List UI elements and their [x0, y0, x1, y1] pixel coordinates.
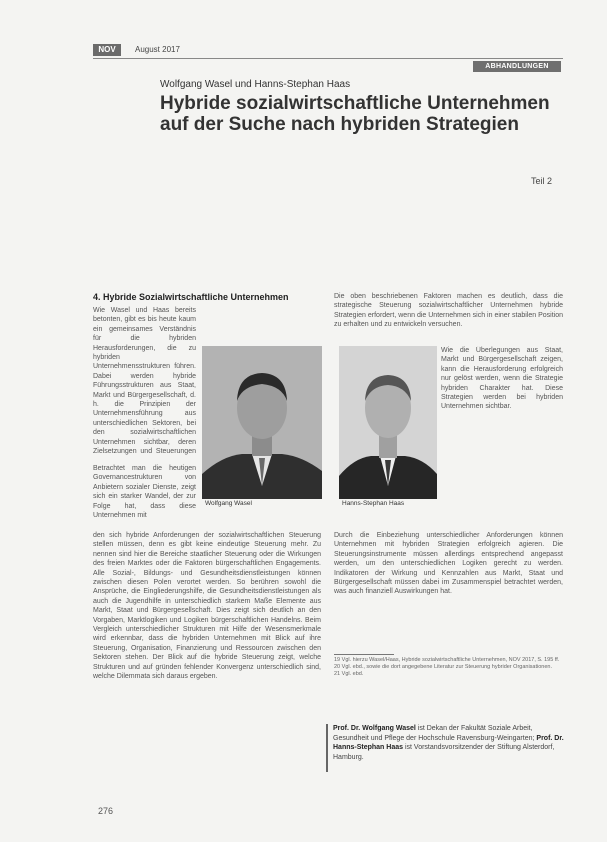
article-part: Teil 2 — [531, 176, 553, 186]
author-bio — [326, 724, 566, 772]
body-text-right-bottom — [334, 531, 563, 649]
body-text-left-bottom — [93, 531, 321, 801]
footnote: 19 Vgl. hierzu Wasel/Haas, Hybride sozialwirtschaftliche Unternehmen, NOV 2017, S. 195 ff. — [334, 657, 560, 663]
bio-name-2: Prof. Dr. Hanns-Stephan Haas — [333, 734, 564, 751]
paragraph: Betrachtet man die heutigen Governancestrukturen von Anbietern sozialer Dienste, zeigt sich ein starker Wandel, der zur Folge hat, dass diese Unternehmen mit — [93, 465, 196, 520]
body-text-right-mid — [441, 346, 563, 526]
bio-name-1: Prof. Dr. Wolfgang Wasel — [333, 725, 416, 732]
issue-date: August 2017 — [135, 45, 180, 54]
paragraph: Die oben beschriebenen Faktoren machen es deutlich, dass die strategische Steuerung sozialwirtschaftlicher Unternehmen hybride Strategien erfordert, wenn die Unternehmen sich in einer stabilen Position zu erhalten und zu entwickeln versuchen. — [334, 293, 563, 329]
paragraph: Durch die Einbeziehung unterschiedlicher Anforderungen können Unternehmen mit hybriden Strategien erfolgreich agieren. Die Steuerungsinstrumente müssen allerdings entsprechend angepasst werden, um den unterschiedlichen Logiken gerecht zu werden. Indikatoren der Wirkung und Kennzahlen aus Markt, Staat und Bürgergesellschaft müssen dabei im Zusammenspiel betrachtet werden, was auch finanziell Auswirkungen hat. — [334, 532, 563, 596]
page-number: 276 — [98, 806, 114, 816]
paragraph: Wie Wasel und Haas bereits betonten, gibt es bis heute kaum ein gemeinsames Verständnis für die hybriden Herausforderungen, die zu hybriden Unternehmensstrukturen führen. Dabei werden hybride Führungsstrukturen aus Staat, Markt und Bürgergesellschaft, d. h. die Prinzipien der Unternehmensführung aus unterschiedlichen Sektoren, bei den sozialwirtschaftlichen Unternehmen sichtbar, deren Zielsetzungen und Steuerungen — [93, 307, 196, 456]
body-text-left-mid — [93, 464, 196, 528]
portrait-photo-1 — [202, 346, 322, 499]
bio-text-2: ist Vorstandsvorsitzender der Stiftung Alsterdorf, Hamburg. — [333, 744, 555, 761]
portrait-photo-2 — [339, 346, 437, 499]
bio-text-1: ist Dekan der Fakultät Soziale Arbeit, Gesundheit und Pflege der Hochschule Ravensburg-Weingarten; — [333, 725, 535, 742]
paragraph: den sich hybride Anforderungen der sozialwirtschaftlichen Steuerung stellen müssen, denn es gibt keine eindeutige Steuerung mehr. Zu nennen sind hier die Bereiche staatlicher Steuerung oder die Wirkungen des freien Marktes oder die Faktoren bürgerschaftlichen Engagements. Alle Sozial-, Bildungs- und Gesundheitsdienstleistungen können zwischen diesen Polen verortet werden. So berühren sowohl die Ansprüche, die Eingliederungshilfe, die Gesundheitsdienstleistungen als auch die Jugendhilfe in unterschiedlich starkem Maße Elemente aus Markt, Staat und Bürgergesellschaft. Dies zeigt sich deutlich an den Vorgaben, Marktlogiken und Logiken bürgerschaftlichen Handelns. Beim Vergleich unterschiedlicher Strukturen mit Hilfe der Wesensmerkmale wird erkennbar, dass die hybriden Unternehmen mit Blick auf ihre Steuerung, Organisation, Finanzierung und Ressourcen zwischen den Sektoren stehen. Der Blick auf die hybride Steuerung zeigt, welche Strukturen und auf gründen fehlender Konvergenz unterschiedlich sind, welche Dilemmata sich daraus ergeben. — [93, 532, 321, 681]
portrait-2-image — [339, 346, 437, 499]
footnote-divider — [334, 654, 394, 655]
header-divider — [93, 58, 563, 59]
section-label: ABHANDLUNGEN — [473, 61, 561, 72]
article-title: Hybride sozialwirtschaftliche Unternehmen auf der Suche nach hybriden Strategien — [160, 93, 550, 135]
footnote: 21 Vgl. ebd. — [334, 671, 364, 677]
body-text-right-top — [334, 292, 563, 340]
journal-badge: NOV — [93, 44, 121, 56]
footnote: 20 Vgl. ebd., sowie die dort angegebene Literatur zur Steuerung hybrider Organisationen. — [334, 664, 553, 670]
photo-caption-1: Wolfgang Wasel — [205, 500, 252, 507]
article-authors: Wolfgang Wasel und Hanns-Stephan Haas — [160, 79, 351, 90]
body-text-left-top — [93, 306, 196, 456]
photo-caption-2: Hanns-Stephan Haas — [342, 500, 405, 507]
footnotes — [334, 657, 564, 678]
paragraph: Wie die Überlegungen aus Staat, Markt und Bürgergesellschaft zeigen, kann die Herausforderung erfolgreich nur gelöst werden, wenn die Strategie hybriden Charakter hat. Diese Strategien werden bei hybriden Unternehmen sichtbar. — [441, 347, 563, 411]
portrait-1-image — [202, 346, 322, 499]
section-heading: 4. Hybride Sozialwirtschaftliche Unternehmen — [93, 292, 289, 302]
